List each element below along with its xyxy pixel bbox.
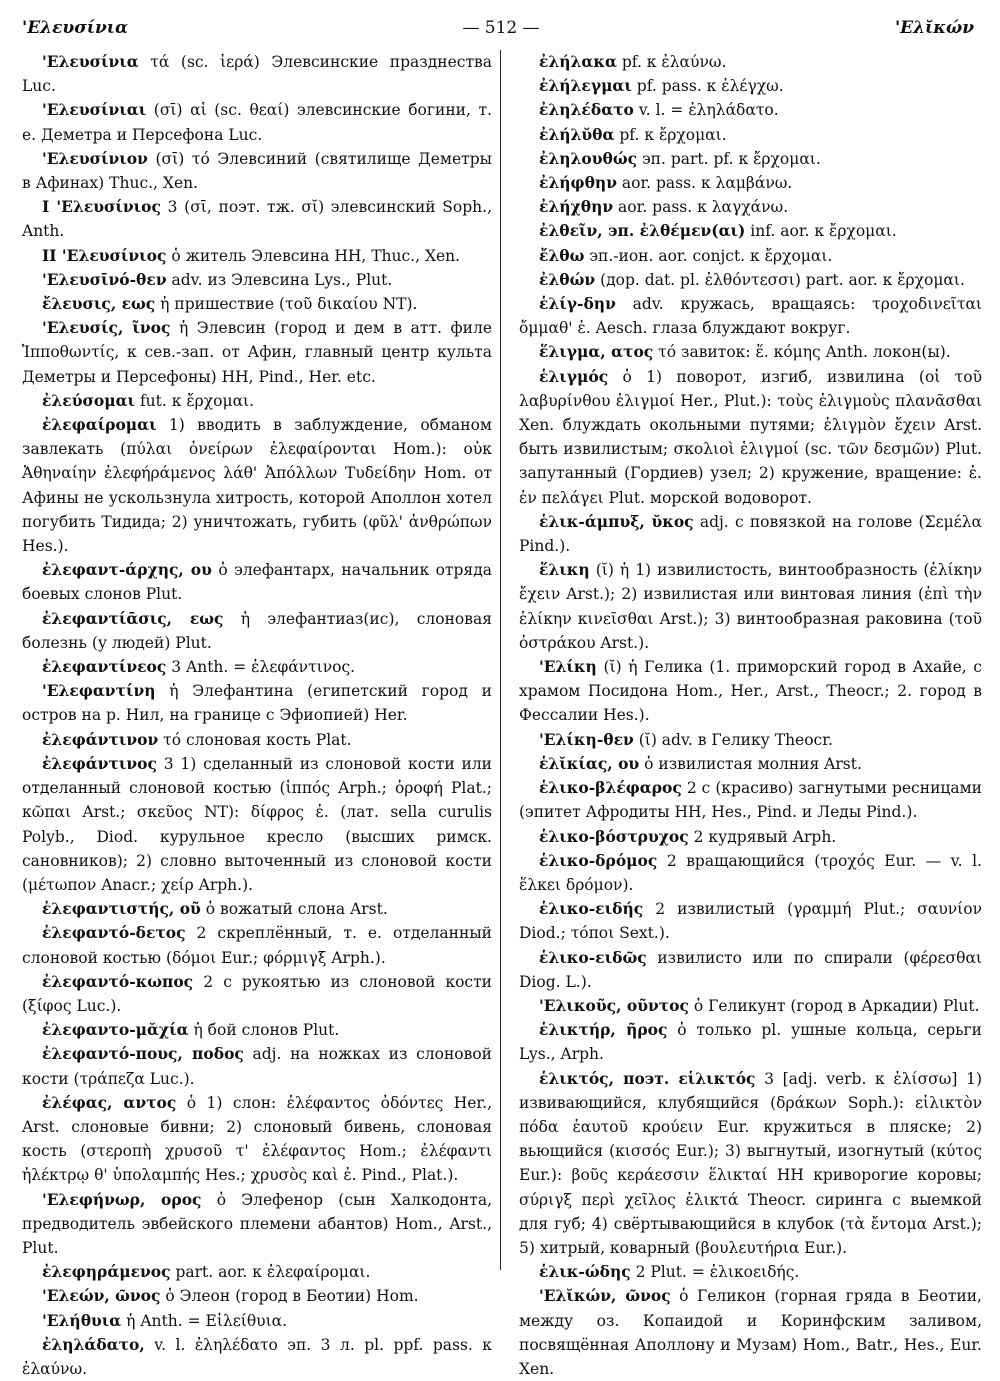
- entry-definition: извилисто или по спирали (φέρεσθαι Diog. L.).: [519, 948, 982, 991]
- dictionary-entry: [519, 825, 982, 849]
- dictionary-entry: [22, 1018, 492, 1042]
- dictionary-entry: [22, 1309, 492, 1333]
- entry-definition: 3 1) сделанный из слоновой кости или отделанный слоновой костью (ἱππός Arph.; ὀροφή Plat.; κῶπαι Arst.; σκεῦος NT): δίφρος ἐ. (лат. sella curulis Polyb., Diod. курульное кресло (высших римск. сановников); 2) словно выточенный из слоновой кости (μέτωπον Anacr.; χείρ Arph.).: [22, 754, 492, 894]
- entry-headword: ἑλικο-βόστρυχος: [539, 826, 689, 846]
- dictionary-entry: [519, 171, 982, 195]
- entry-definition: 2 кудрявый Arph.: [688, 827, 837, 846]
- dictionary-entry: [22, 558, 492, 606]
- entry-definition: aor. pass. к λαμβάνω.: [616, 174, 793, 193]
- dictionary-entry: [519, 98, 982, 122]
- entry-headword: ἐλεφαντό-κωπος: [42, 971, 194, 991]
- entry-definition: v. l. ἐληλέδατο эп. 3 л. pl. ppf. pass. к ἐλαύνω.: [22, 1335, 492, 1378]
- dictionary-entry: [22, 1091, 492, 1188]
- dictionary-entry: [22, 1333, 492, 1381]
- entry-headword: ἐλήλακα: [539, 52, 617, 71]
- dictionary-entry: [22, 98, 492, 146]
- columns: [14, 50, 988, 1378]
- entry-headword: ἔλθω: [539, 245, 585, 265]
- header-last-word: 'Ελῐκών: [894, 18, 974, 38]
- entry-definition: ὁ 1) поворот, изгиб, извилина (οἱ τοῦ λαβυρίνθου ἑλιγμοί Her., Plut.): τοὺς ἑλιγμοὺς πλανᾶσθαι Xen. блуждать окольными путями; ἑλιγμὸν ἔχειν Arst. быть извилистым; σκολιοὶ ἑλιγμοί (sc. τῶν δεσμῶν) Plut. запутанный (Гордиев) узел; 2) кружение, вращение: ἑ. ἐν πελάγει Plut. морской водоворот.: [519, 367, 982, 507]
- dictionary-entry: [519, 752, 982, 776]
- entry-headword: ἑλικτήρ, ῆρος: [539, 1020, 668, 1040]
- entry-definition: (ῐ) ἡ 1) извилистость, винтообразность (ἑλίκην ἔχειν Arst.); 2) извилистая или винтовая линия (ἐπὶ τὴν ἑλίκην κινεῖσθαι Arst.); 3) винтообразная раковина (τοῦ ὀστράκου Arst.).: [519, 561, 982, 652]
- entry-headword: ἑλῐκίας, ου: [539, 753, 640, 773]
- entry-headword: ἑλικ-άμπυξ, ῠκος: [539, 511, 694, 531]
- entry-headword: 'Ελευσίνιαι: [42, 100, 147, 120]
- entry-definition: 1) вводить в заблуждение, обманом завлекать (πύλαι ὀνείρων ἐλεφαίρονται Hom.): οὐκ Ἀθηναίην ἐλεφήράμενος λάθ' Ἀπόλλων Τυδείδην Hom. от Афины не ускользнула хитрость, которой Аполлон хотел погубить Тидида; 2) уничтожать, губить (φῦλ' ἀνθρώπων Hes.).: [22, 416, 492, 556]
- entry-definition: 2 извилистый (γραμμή Plut.; σαυνίον Diod.; τόποι Sext.).: [519, 900, 982, 943]
- entry-headword: ἐληλέδατο: [539, 100, 634, 120]
- entry-definition: 3 Anth. = ἐλεφάντινος.: [166, 658, 356, 677]
- entry-headword: ἐληλουθώς: [539, 148, 638, 168]
- entry-headword: ἐλεφαίρομαι: [42, 415, 157, 435]
- dictionary-entry: [519, 50, 982, 74]
- entry-headword: ἐλεφάντινος: [42, 753, 157, 773]
- dictionary-entry: [22, 413, 492, 558]
- dictionary-entry: [519, 655, 982, 728]
- entry-headword: I 'Ελευσίνιος: [42, 197, 161, 217]
- entry-headword: ἑλικο-ειδής: [539, 899, 644, 919]
- dictionary-entry: [22, 970, 492, 1018]
- dictionary-entry: [22, 655, 492, 679]
- dictionary-entry: [22, 1260, 492, 1284]
- dictionary-entry: [22, 316, 492, 389]
- entry-definition: 3 [adj. verb. к ἑλίσσω] 1) извивающийся, клубящийся (δράκων Soph.): εἱλικτὸν πόδα ἑαυτοῦ κρούειν Eur. кружиться в пляске; 2) вьющийся (κισσός Eur.); 3) выгнутый, изогнутый (κύτος Eur.): βοῦς κεράεσσιν ἕλικταί HH криворогие коровы; σύριγξ περὶ χεῖλος ἑλικτά Theocr. сиринга с выемкой для губ; 4) свёртывающийся в клубок (τὰ ἔντομα Arst.); 5) хитрый, коварный (βουλευτήρια Eur.).: [519, 1069, 983, 1257]
- entry-headword: ἐλήλεγμαι: [539, 76, 632, 96]
- entry-headword: II 'Ελευσίνιος: [42, 245, 167, 265]
- entry-definition: ὁ Элефенор (сын Халкодонта, предводитель эвбейского племени абантов) Hom., Arst., Plut.: [22, 1190, 492, 1257]
- dictionary-entry: [519, 340, 982, 364]
- entry-headword: ἑλίγ-δην: [539, 294, 616, 314]
- entry-definition: ὁ житель Элевсина HH, Thuc., Xen.: [166, 246, 461, 265]
- entry-definition: aor. pass. к λαγχάνω.: [613, 198, 789, 217]
- entry-headword: ἐλεφαντίᾱσις, εως: [42, 608, 224, 628]
- entry-definition: 2 скреплённый, т. е. отделанный слоновой костью (δόμοι Eur.; φόρμιγξ Arph.).: [22, 924, 492, 967]
- dictionary-entry: [22, 752, 492, 897]
- entry-definition: ἡ пришествие (τοῦ δικαίου NT).: [155, 295, 418, 314]
- dictionary-entry: [22, 1042, 492, 1090]
- entry-definition: 2 с (красиво) загнутыми ресницами (эпитет Афродиты HH, Hes., Pind. и Леды Pind.).: [519, 779, 982, 822]
- entry-headword: ἐλθών: [539, 269, 596, 289]
- entry-headword: 'Ελευσίς, ῖνος: [42, 318, 171, 338]
- entry-definition: (ῐ) adv. в Гелику Theocr.: [633, 730, 833, 749]
- entry-headword: ἐλήλῠθα: [539, 124, 615, 144]
- entry-definition: pf. к ἐλαύνω.: [616, 53, 727, 71]
- dictionary-entry: [519, 219, 982, 243]
- dictionary-entry: [519, 147, 982, 171]
- dictionary-entry: [519, 244, 982, 268]
- dictionary-entry: [519, 1067, 982, 1261]
- dictionary-entry: [519, 74, 982, 98]
- entry-definition: pf. pass. к ἐλέγχω.: [631, 77, 784, 96]
- entry-definition: τό завиток: ἕ. κόμης Anth. локон(ы).: [653, 343, 951, 362]
- entry-headword: ἐλήφθην: [539, 173, 617, 193]
- entry-definition: 2 вращающийся (τροχός Eur. — v. l. ἕλκει δρόμον).: [519, 851, 982, 894]
- entry-headword: ἑλικο-ειδῶς: [539, 947, 647, 967]
- entry-definition: part. aor. к ἐλεφαίρομαι.: [170, 1263, 371, 1282]
- dictionary-entry: [519, 558, 982, 655]
- entry-headword: ἐλήχθην: [539, 197, 614, 217]
- entry-definition: 2 Plut. = ἑλικοειδής.: [630, 1263, 800, 1282]
- entry-definition: adj. на ножках из слоновой кости (τράπεζα Luc.).: [22, 1045, 492, 1088]
- entry-headword: ἐληλάδατο,: [42, 1334, 145, 1354]
- entry-headword: 'Ελήθυια: [42, 1310, 122, 1330]
- entry-headword: ἔλευσις, εως: [42, 294, 156, 314]
- entry-definition: inf. aor. к ἔρχομαι.: [745, 222, 897, 241]
- dictionary-entry: [22, 728, 492, 752]
- entry-definition: ὁ извилистая молния Arst.: [639, 754, 862, 773]
- entry-headword: 'Ελίκη: [539, 657, 597, 677]
- entry-headword: ἐλεφαντό-πους, ποδος: [42, 1044, 244, 1064]
- right-column: [501, 50, 988, 1378]
- dictionary-entry: [519, 849, 982, 897]
- entry-headword: ἑλικτός, поэт. εἱλικτός: [539, 1068, 756, 1088]
- dictionary-entry: [22, 897, 492, 921]
- entry-headword: 'Ελεών, ῶνος: [42, 1286, 161, 1306]
- entry-definition: ἡ Anth. = Εἰλείθυια.: [121, 1311, 288, 1330]
- dictionary-entry: [519, 510, 982, 558]
- entry-headword: 'Ελεφήνωρ, ορος: [42, 1189, 202, 1209]
- entry-definition: ἡ бой слонов Plut.: [188, 1021, 340, 1040]
- dictionary-entry: [22, 292, 492, 316]
- entry-headword: ἐλεύσομαι: [42, 390, 136, 410]
- dictionary-entry: [22, 921, 492, 969]
- entry-definition: ὁ элефантарх, начальник отряда боевых слонов Plut.: [22, 561, 492, 604]
- entry-definition: ὁ Геликунт (город в Аркадии) Plut.: [688, 996, 980, 1015]
- entry-headword: ἐλεφηράμενος: [42, 1262, 171, 1282]
- dictionary-entry: [519, 897, 982, 945]
- entry-definition: ἡ элефантиаз(ис), слоновая болезнь (у людей) Plut.: [22, 609, 492, 652]
- entry-headword: ἑλικο-δρόμος: [539, 850, 658, 870]
- entry-headword: 'Ελευσίνιον: [42, 148, 148, 168]
- dictionary-entry: [519, 776, 982, 824]
- dictionary-entry: [22, 607, 492, 655]
- dictionary-entry: [22, 679, 492, 727]
- entry-definition: ὁ Геликон (горная гряда в Беотии, между оз. Копаидой и Коринфским заливом, посвящённая Аполлону и Музам) Hom., Batr., Hes., Eur. Xen.: [519, 1287, 982, 1378]
- entry-definition: эп. part. pf. к ἔρχομαι.: [637, 149, 821, 168]
- entry-definition: ὁ 1) слон: ἐλέφαντος ὀδόντες Her., Arst. слоновые бивни; 2) слоновый бивень, слоновая кость (στεροπὴ χρυσοῦ τ' ἐλέφαντος Hom.; ἐλέφαντι ἠλέκτρῳ θ' ὑπολαμπής Hes.; χρυσὸς καὶ ἐ. Pind., Plat.).: [22, 1093, 492, 1185]
- entry-definition: adj. с повязкой на голове (Σεμέλα Pind.).: [519, 512, 982, 556]
- header-first-word: 'Ελευσίνια: [22, 18, 129, 38]
- dictionary-entry: [519, 123, 982, 147]
- entry-definition: adv. кружась, вращаясь: τροχοδινεῖται ὄμμαθ' ἑ. Aesch. глаза блуждают вокруг.: [519, 295, 982, 338]
- entry-definition: (ῐ) ἡ Гелика (1. приморский город в Ахайе, с храмом Посидона Hom., Her., Arst., Theocr.; 2. город в Фессалии Hes.).: [519, 658, 982, 725]
- entry-definition: τά (sc. ἱερά) Элевсинские празднества Luc.: [22, 53, 492, 96]
- entry-headword: 'Ελευσῑνό-θεν: [42, 269, 167, 289]
- entry-definition: ἡ Элефантина (египетский город и остров на р. Нил, на границе с Эфиопией) Her.: [22, 682, 492, 725]
- dictionary-entry: [22, 268, 492, 292]
- entry-definition: ὁ Элеон (город в Беотии) Hom.: [160, 1287, 419, 1306]
- entry-headword: ἑλικ-ώδης: [539, 1262, 631, 1282]
- dictionary-entry: [22, 244, 492, 268]
- dictionary-entry: [519, 728, 982, 752]
- entry-definition: pf. к ἔρχομαι.: [614, 125, 727, 144]
- entry-definition: ἡ Элевсин (город и дем в атт. филе Ἱπποθωντίς, к сев.-зап. от Афин, главный центр культа Деметры и Персефоны) HH, Pind., Her. etc.: [22, 319, 492, 386]
- entry-headword: ἐλεφάντινον: [42, 729, 159, 749]
- entry-headword: 'Ελικοῦς, οῦντος: [539, 995, 689, 1015]
- entry-definition: (σῑ) τό Элевсиний (святилище Деметры в Афинах) Thuc., Xen.: [22, 149, 492, 193]
- dictionary-entry: [519, 1018, 982, 1066]
- left-column: [14, 50, 501, 1378]
- entry-headword: ἐλθεῖν, эп. ἐλθέμεν(αι): [539, 221, 746, 241]
- entry-headword: ἐλεφαντό-δετος: [42, 923, 186, 943]
- entry-definition: (σῑ) αἱ (sc. θεαί) элевсинские богини, т. е. Деметра и Персефона Luc.: [22, 101, 492, 144]
- page-header: [14, 14, 988, 50]
- entry-definition: fut. к ἔρχομαι.: [135, 391, 255, 410]
- dictionary-entry: [519, 292, 982, 340]
- entry-definition: adv. из Элевсина Lys., Plut.: [166, 270, 393, 289]
- dictionary-entry: [22, 50, 492, 98]
- entry-definition: эп.-ион. aor. conjct. к ἔρχομαι.: [584, 246, 833, 265]
- dictionary-entry: [519, 1284, 982, 1381]
- entry-definition: 3 (σῑ, поэт. тж. σῐ) элевсинский Soph., Anth.: [22, 198, 492, 241]
- dictionary-entry: [22, 195, 492, 243]
- entry-headword: 'Ελευσίνια: [42, 52, 139, 71]
- entry-definition: 2 с рукоятью из слоновой кости (ξίφος Luc.).: [22, 972, 492, 1015]
- entry-headword: ἐλεφαντιστής, οῦ: [42, 899, 201, 919]
- entry-headword: ἑλιγμός: [539, 366, 609, 386]
- entry-headword: 'Ελεφαντίνη: [42, 681, 156, 701]
- entry-headword: 'Ελίκη-θεν: [539, 729, 634, 749]
- entry-headword: ἐλεφαντο-μᾰχία: [42, 1020, 189, 1040]
- entry-headword: ἐλεφαντίνεος: [42, 657, 167, 677]
- dictionary-entry: [22, 389, 492, 413]
- dictionary-entry: [22, 1284, 492, 1308]
- entry-headword: ἑλικο-βλέφαρος: [539, 778, 682, 798]
- entry-headword: ἐλέφας, αντος: [42, 1092, 177, 1112]
- dictionary-entry: [519, 946, 982, 994]
- dictionary-entry: [519, 195, 982, 219]
- dictionary-entry: [519, 994, 982, 1018]
- entry-definition: ὁ только pl. ушные кольца, серьги Lys., Arph.: [519, 1021, 983, 1064]
- entry-definition: (дор. dat. pl. ἐλθόντεσσι) part. aor. к ἔρχομαι.: [595, 270, 965, 289]
- entry-definition: ὁ вожатый слона Arst.: [200, 900, 388, 919]
- entry-headword: ἕλιγμα, ατος: [539, 342, 654, 362]
- dictionary-entry: [22, 147, 492, 195]
- entry-definition: v. l. = ἐληλάδατο.: [633, 101, 779, 120]
- dictionary-entry: [519, 268, 982, 292]
- entry-headword: ἐλεφαντ-άρχης, ου: [42, 560, 212, 580]
- dictionary-entry: [519, 365, 982, 510]
- entry-headword: 'Ελῐκών, ῶνος: [539, 1286, 671, 1306]
- dictionary-entry: [519, 1260, 982, 1284]
- dictionary-entry: [22, 1188, 492, 1261]
- entry-definition: τό слоновая кость Plat.: [158, 730, 352, 749]
- entry-headword: ἕλικη: [539, 560, 590, 580]
- page-number: — 512 —: [462, 18, 540, 38]
